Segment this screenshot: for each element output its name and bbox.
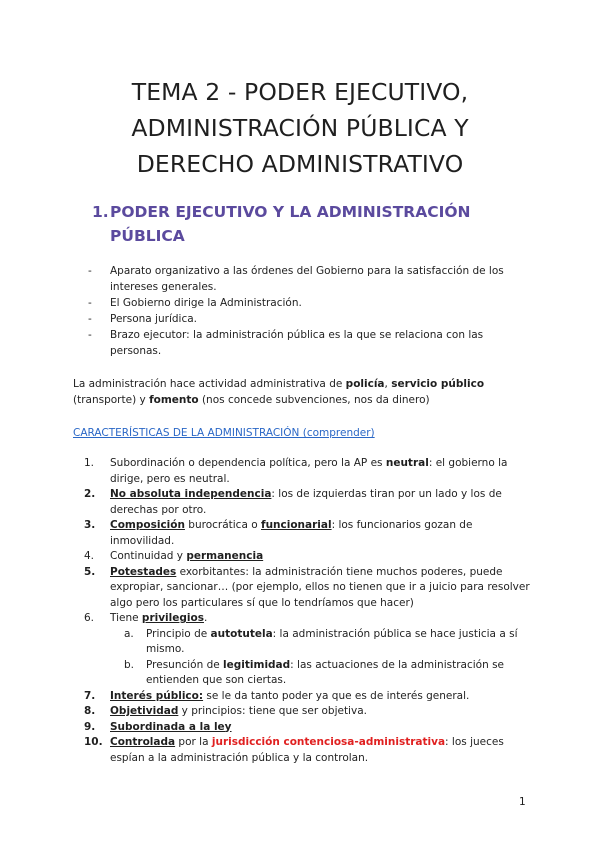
page-number: 1 — [519, 796, 526, 808]
list-item: 10. Controlada por la jurisdicción contenciosa-administrativa: los jueces espían a la administración pública y la controlan. — [84, 736, 504, 764]
list-item: 1. Subordinación o dependencia política, pero la AP es neutral: el gobierno la dirige, pero es neutral. — [84, 457, 508, 485]
list-item: 8. Objetividad y principios: tiene que ser objetiva. — [84, 705, 367, 717]
characteristics-list — [84, 456, 534, 766]
title-line-2: ADMINISTRACIÓN PÚBLICA Y — [131, 114, 469, 142]
section-heading — [92, 200, 512, 248]
list-item: 7. Interés público: se le da tanto poder ya que es de interés general. — [84, 689, 470, 702]
list-item: - Aparato organizativo a las órdenes del Gobierno para la satisfacción de los intereses generales. — [88, 265, 504, 293]
sublist-item: b. Presunción de legitimidad: las actuaciones de la administración se entienden que son ciertas. — [124, 658, 505, 686]
sublist-item: a. Principio de autotutela: la administración pública se hace justicia a sí mismo. — [124, 627, 518, 655]
title-line-1: TEMA 2 - PODER EJECUTIVO, — [131, 78, 469, 106]
list-item: 5. Potestades exorbitantes: la administración tiene muchos poderes, puede expropiar, sancionar… (por ejemplo, ellos no tienen que ir a juicio para resolver algo pero los particulares sí que lo tendríamos que hacer) — [84, 565, 530, 609]
list-item: - El Gobierno dirige la Administración. — [88, 297, 302, 309]
list-item: 6. Tiene privilegios. a. Principio de autotutela: la administración pública se hace justicia a sí mismo. b. Presunción de legitimidad: las actuaciones de la administración se entienden que son ciertas. — [84, 611, 534, 689]
privileges-sublist — [110, 627, 534, 689]
title-line-3: DERECHO ADMINISTRATIVO — [136, 150, 464, 178]
list-item: 3. Composición burocrática o funcionarial: los funcionarios gozan de inmovilidad. — [84, 519, 473, 547]
section-number: 1. — [92, 203, 109, 221]
list-item: 4. Continuidad y permanencia — [84, 550, 264, 562]
list-item: 9. Subordinada a la ley — [84, 720, 232, 733]
list-item: - Brazo ejecutor: la administración pública es la que se relaciona con las personas. — [88, 329, 484, 357]
section-heading-text: PODER EJECUTIVO Y LA ADMINISTRACIÓN PÚBLICA — [110, 203, 471, 245]
page-title — [60, 74, 540, 182]
list-item: - Persona jurídica. — [88, 313, 197, 325]
definition-list — [88, 263, 528, 359]
characteristics-link[interactable]: CARACTERÍSTICAS DE LA ADMINISTRACIÓN (comprender) — [73, 427, 375, 439]
activity-paragraph: La administración hace actividad administrativa de policía, servicio público (transporte) y fomento (nos concede subvenciones, nos da dinero) — [73, 378, 485, 406]
list-item: 2. No absoluta independencia: los de izquierdas tiran por un lado y los de derechas por otro. — [84, 488, 502, 516]
